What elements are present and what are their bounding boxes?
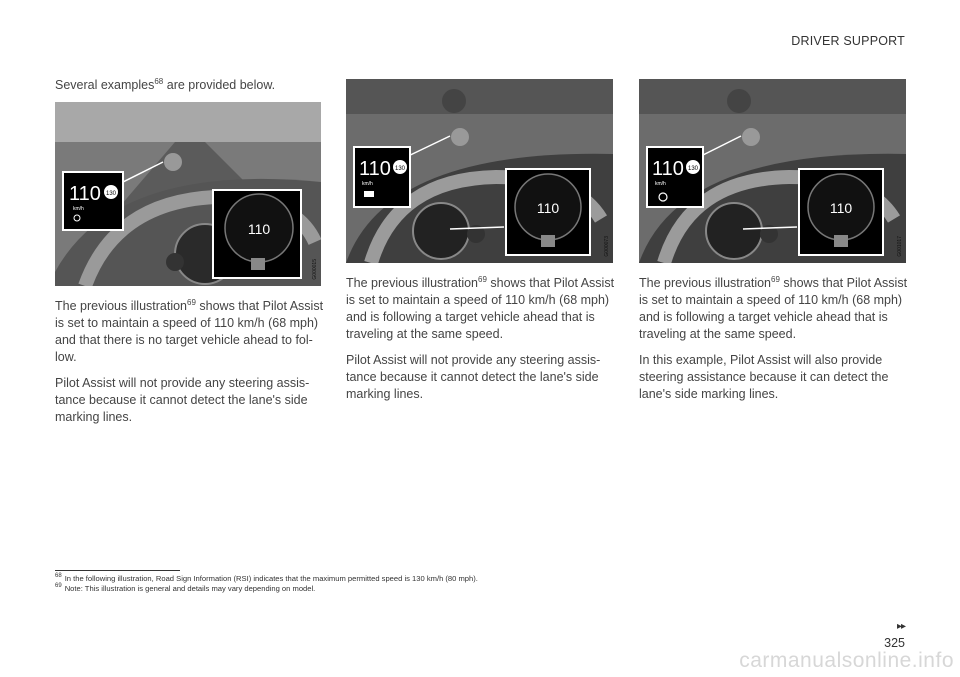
- page-header: DRIVER SUPPORT: [791, 34, 905, 48]
- watermark: carmanualsonline.info: [739, 649, 954, 672]
- figure-code: G000015: [312, 259, 318, 280]
- paragraph: [55, 298, 325, 366]
- speed-readout: 110: [829, 200, 853, 216]
- paragraph-text: shows that Pilot Assist is set to maintain a speed of 110 km/h (68 mph) and that there is no target vehicle ahead to fol-low.: [55, 299, 324, 364]
- next-page-icon[interactable]: ▸▸: [896, 621, 905, 632]
- footnote-ref[interactable]: 68: [154, 76, 164, 86]
- footnote-number: 69: [55, 583, 62, 590]
- paragraph-text: The previous illustration: [639, 276, 772, 290]
- footnote-68: [55, 574, 478, 584]
- speed-readout: 110: [359, 158, 391, 180]
- figure-code: G000073: [604, 236, 610, 257]
- column-1: [55, 298, 325, 435]
- figure-1: [55, 102, 321, 286]
- paragraph: [346, 352, 616, 403]
- speed-readout: 110: [247, 221, 271, 237]
- footnote-ref[interactable]: 69: [478, 274, 487, 284]
- figure-3: [639, 79, 906, 263]
- paragraph: [639, 275, 909, 343]
- column-3: [639, 275, 909, 412]
- paragraph: [346, 275, 616, 343]
- figure-code: G001017: [897, 236, 903, 257]
- paragraph-text: The previous illustration: [55, 299, 188, 313]
- speed-unit: km/h: [655, 181, 666, 187]
- footnote-divider: [55, 570, 180, 571]
- footnote-ref[interactable]: 69: [187, 297, 196, 307]
- speed-unit: km/h: [362, 181, 373, 187]
- rsi-sign: 130: [394, 166, 406, 172]
- intro-text: Several examples: [55, 78, 155, 92]
- paragraph-text: Pilot Assist will not provide any steering assis-tance because it cannot detect the lane's side marking lines.: [55, 376, 310, 424]
- dashboard-illustration: [639, 79, 906, 263]
- footnote-text: In the following illustration, Road Sign Information (RSI) indicates that the maximum permitted speed is 130 km/h (80 mph).: [64, 574, 478, 583]
- column-2: [346, 275, 616, 412]
- rsi-sign: 130: [687, 166, 699, 172]
- speed-readout: 110: [652, 158, 684, 180]
- rsi-sign: 130: [105, 191, 117, 197]
- speed-readout: 110: [536, 200, 560, 216]
- paragraph-text: shows that Pilot Assist is set to maintain a speed of 110 km/h (68 mph) and is following a target vehicle ahead that is traveling at the same speed.: [346, 276, 615, 341]
- dashboard-illustration: [346, 79, 613, 263]
- footnotes: [55, 574, 478, 594]
- footnote-number: 68: [55, 573, 62, 580]
- speed-readout: 110: [69, 183, 101, 205]
- footnote-69: [55, 584, 478, 594]
- footnote-ref[interactable]: 69: [771, 274, 780, 284]
- dashboard-illustration: [55, 102, 321, 286]
- target-vehicle-icon: [364, 191, 374, 197]
- paragraph: [55, 375, 325, 426]
- paragraph-text: shows that Pilot Assist is set to maintain a speed of 110 km/h (68 mph) and is following a target vehicle ahead that is traveling at the same speed.: [639, 276, 908, 341]
- intro-text-after: are provided below.: [163, 78, 276, 92]
- speed-unit: km/h: [73, 206, 84, 212]
- paragraph-text: In this example, Pilot Assist will also provide steering assistance because it can detect the lane's side marking lines.: [639, 353, 889, 401]
- paragraph: [639, 352, 909, 403]
- figure-2: [346, 79, 613, 263]
- paragraph-text: The previous illustration: [346, 276, 479, 290]
- page-number: 325: [884, 636, 905, 650]
- intro-line: [55, 78, 275, 92]
- paragraph-text: Pilot Assist will not provide any steering assis-tance because it cannot detect the lane's side marking lines.: [346, 353, 601, 401]
- footnote-text: Note: This illustration is general and details may vary depending on model.: [64, 584, 316, 593]
